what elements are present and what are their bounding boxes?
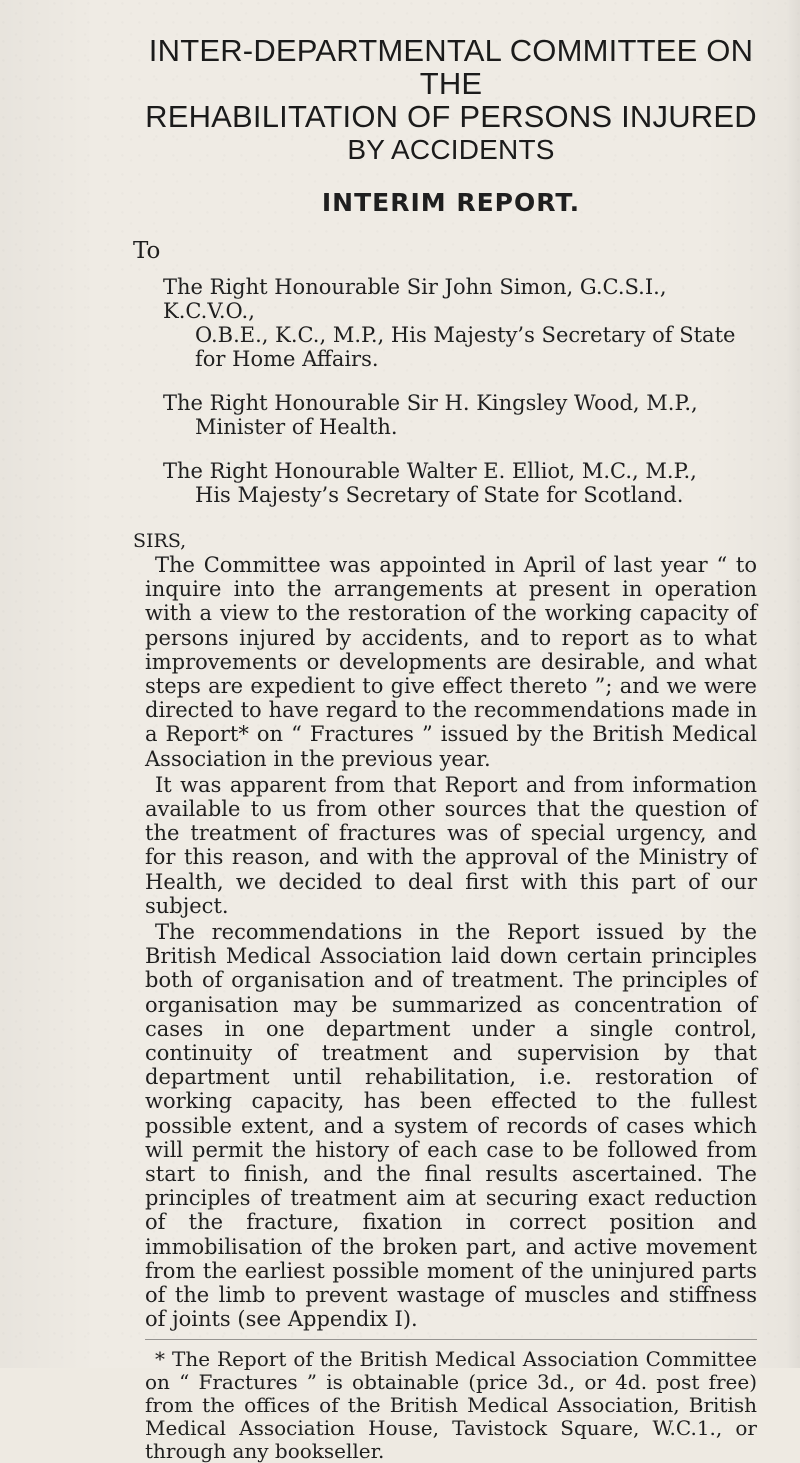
title-line-1: INTER-DEPARTMENTAL COMMITTEE ON THE <box>148 33 754 101</box>
salutation: SIRS, <box>133 530 187 552</box>
addressee-label: To <box>133 238 161 264</box>
addressee-scotland-secretary <box>145 459 757 507</box>
addressee-2-first-line: The Right Honourable Sir H. Kingsley Wood, M.P., <box>163 391 698 415</box>
paragraph-recommendations: The recommendations in the Report issued by the British Medical Association laid down certain principles both of organisation and of treatment. The principles of organisation may be summarized as concentration of cases in one department under a single control, continuity of treatment and supervision by that department until rehabilitation, i.e. restoration of working capacity, has been effected to the fullest possible extent, and a system of records of cases which will permit the history of each case to be followed from start to finish, and the final results ascertained. The principles of treatment aim at securing exact reduction of the fracture, fixation in correct position and immobilisation of the broken part, and active movement from the earliest possible moment of the uninjured parts of the limb to prevent wastage of muscles and stiffness of joints (see Appendix I). <box>145 920 757 1332</box>
addressee-1-remaining-lines: O.B.E., K.C., M.P., His Majesty’s Secretary of State for Home Affairs. <box>195 323 736 371</box>
paragraph-fracture-treatment-urgency: It was apparent from that Report and from information available to us from other sources that the question of the treatment of fractures was of special urgency, and for this reason, and with the approval of the Ministry of Health, we decided to deal first with this part of our subject. <box>145 772 757 918</box>
title-line-2: REHABILITATION OF PERSONS INJURED <box>145 99 757 134</box>
addressee-3-remaining-lines: His Majesty’s Secretary of State for Scotland. <box>195 483 684 507</box>
addressee-1-first-line: The Right Honourable Sir John Simon, G.C.S.I., K.C.V.O., <box>163 275 667 323</box>
report-subtitle: INTERIM REPORT. <box>321 188 581 217</box>
footnote: * The Report of the British Medical Association Committee on “ Fractures ” is obtainable (price 3d., or 4d. post free) from the offices of the British Medical Association, British Medical Association House, Tavistock Square, W.C.1., or through any bookseller. <box>145 1346 757 1463</box>
report-content <box>133 33 757 1463</box>
addressee-minister-of-health <box>145 391 757 439</box>
paper-edge <box>786 0 800 1368</box>
addressee-home-secretary <box>145 275 757 371</box>
addressee-3-first-line: The Right Honourable Walter E. Elliot, M.C., M.P., <box>163 459 697 483</box>
addressee-2-remaining-lines: Minister of Health. <box>195 415 398 439</box>
title-line-3: BY ACCIDENTS <box>347 134 555 165</box>
paragraph-committee-appointment: The Committee was appointed in April of last year “ to inquire into the arrangements at present in operation with a view to the restoration of the working capacity of persons injured by accidents, and to report as to what improvements or developments are desirable, and what steps are expedient to give effect thereto ”; and we were directed to have regard to the recommendations made in a Report* on “ Fractures ” issued by the British Medical Association in the previous year. <box>145 553 757 771</box>
footnote-divider <box>145 1339 757 1340</box>
